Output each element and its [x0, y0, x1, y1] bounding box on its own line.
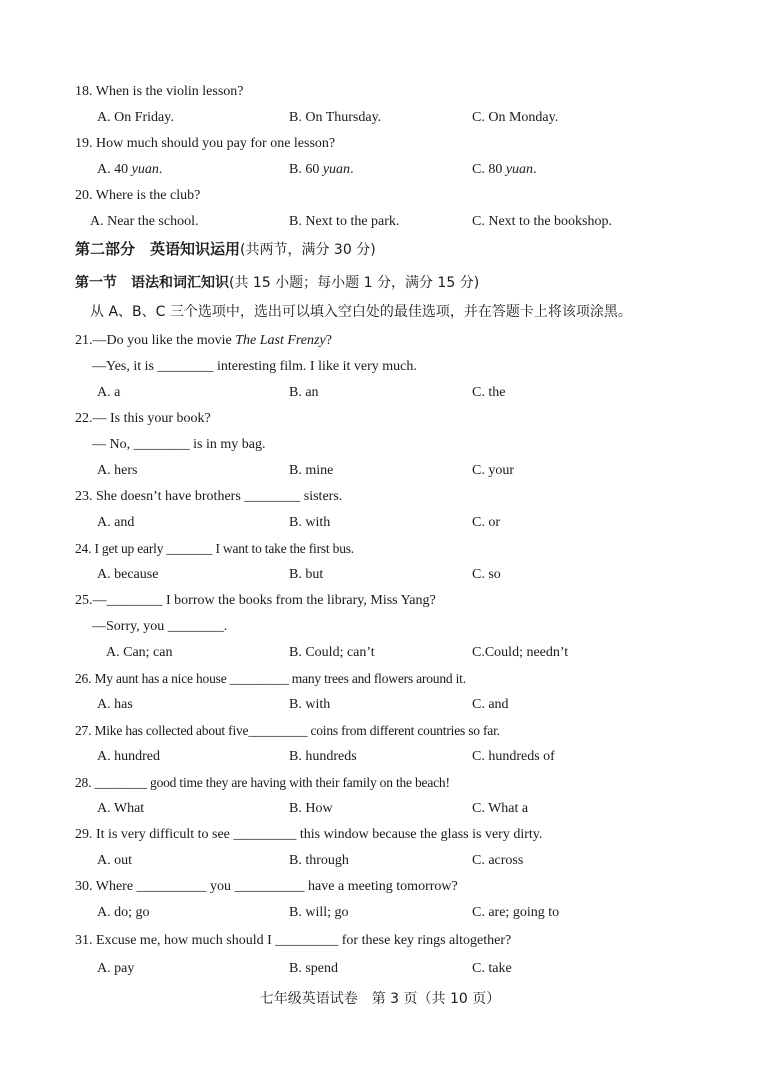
section-1-note: (共 15 小题；每小题 1 分，满分 15 分) [229, 275, 480, 291]
q28-option-c: C. What a [472, 801, 529, 816]
q30-option-c: C. are; going to [472, 905, 560, 920]
question-20-stem: 20. Where is the club? [75, 188, 201, 203]
q29-option-b: B. through [289, 853, 349, 868]
question-22-line-1: 22.— Is this your book? [75, 411, 211, 426]
q19-b-text: B. 60 [289, 162, 323, 177]
q29-option-c: C. across [472, 853, 524, 868]
q30-option-b: B. will; go [289, 905, 349, 920]
question-25-line-2: —Sorry, you ________. [92, 619, 228, 634]
q31-option-c: C. take [472, 961, 512, 976]
part-2-title: 第二部分 英语知识运用 [75, 240, 241, 258]
q19-a-unit: yuan [131, 162, 159, 177]
q19-b-unit: yuan [322, 162, 351, 177]
q24-option-c: C. so [472, 567, 501, 582]
q27-option-a: A. hundred [97, 749, 160, 764]
question-23-stem: 23. She doesn’t have brothers ________ sisters. [75, 489, 343, 504]
question-27-stem: 27. Mike has collected about five_________ coins from different countries so far. [75, 723, 500, 738]
question-25-line-1: 25.—________ I borrow the books from the library, Miss Yang? [75, 593, 436, 608]
q22-option-a: A. hers [97, 463, 138, 478]
q25-option-c: C.Could; needn’t [472, 645, 569, 660]
q25-option-a: A. Can; can [106, 645, 173, 660]
q24-option-b: B. but [289, 567, 324, 582]
q20-option-c: C. Next to the bookshop. [472, 214, 612, 229]
q24-option-a: A. because [97, 567, 159, 582]
q31-option-b: B. spend [289, 961, 338, 976]
section-1-heading [75, 272, 479, 293]
question-30-stem: 30. Where __________ you __________ have a meeting tomorrow? [75, 879, 458, 894]
q23-option-b: B. with [289, 515, 331, 530]
question-26-stem: 26. My aunt has a nice house _________ many trees and flowers around it. [75, 671, 466, 686]
q19-option-a [97, 161, 162, 179]
q19-c-unit: yuan [505, 162, 534, 177]
q18-option-c: C. On Monday. [472, 110, 559, 125]
q18-option-b: B. On Thursday. [289, 110, 382, 125]
q21-option-b: B. an [289, 385, 319, 400]
question-29-stem: 29. It is very difficult to see _________ this window because the glass is very dirty. [75, 827, 543, 842]
section-1-title: 第一节 语法和词汇知识 [75, 275, 229, 291]
question-28-stem: 28. ________ good time they are having with their family on the beach! [75, 775, 450, 790]
q25-option-b: B. Could; can’t [289, 645, 375, 660]
q26-option-b: B. with [289, 697, 331, 712]
question-21-line-2: —Yes, it is ________ interesting film. I like it very much. [92, 359, 417, 374]
q19-c-text: C. 80 [472, 162, 506, 177]
question-22-line-2: — No, ________ is in my bag. [92, 437, 266, 452]
part-2-note: (共两节，满分 30 分) [240, 242, 376, 258]
part-2-heading [75, 239, 376, 260]
q30-option-a: A. do; go [97, 905, 150, 920]
q18-option-a: A. On Friday. [97, 110, 174, 125]
question-31-stem: 31. Excuse me, how much should I _________ for these key rings altogether? [75, 933, 512, 948]
q19-option-b [289, 161, 354, 179]
q22-option-c: C. your [472, 463, 514, 478]
q20-option-b: B. Next to the park. [289, 214, 400, 229]
q19-option-c [472, 161, 537, 179]
q21-movie-title: The Last Frenzy [235, 333, 326, 348]
q21-text: 21.—Do you like the movie [75, 333, 236, 348]
q28-option-a: A. What [97, 801, 145, 816]
q21-end: ? [325, 333, 332, 348]
q22-option-b: B. mine [289, 463, 334, 478]
q19-b-end: . [350, 162, 354, 177]
q19-c-end: . [533, 162, 537, 177]
section-instructions: 从 A、B、C 三个选项中，选出可以填入空白处的最佳选项，并在答题卡上将该项涂黑。 [90, 304, 632, 320]
q27-option-c: C. hundreds of [472, 749, 555, 764]
q23-option-a: A. and [97, 515, 135, 530]
page-footer: 七年级英语试卷 第 3 页（共 10 页） [259, 991, 501, 1007]
question-21-line-1 [75, 332, 332, 350]
question-18-stem: 18. When is the violin lesson? [75, 84, 244, 99]
q26-option-a: A. has [97, 697, 133, 712]
q28-option-b: B. How [289, 801, 333, 816]
q21-option-c: C. the [472, 385, 506, 400]
q21-option-a: A. a [97, 385, 121, 400]
q19-a-end: . [158, 162, 163, 177]
q26-option-c: C. and [472, 697, 509, 712]
q19-a-text: A. 40 [97, 162, 132, 177]
q20-option-a: A. Near the school. [90, 214, 199, 229]
q23-option-c: C. or [472, 515, 500, 530]
q31-option-a: A. pay [97, 961, 135, 976]
question-24-stem: 24. I get up early _______ I want to take the first bus. [75, 541, 354, 556]
question-19-stem: 19. How much should you pay for one lesson? [75, 136, 336, 151]
q29-option-a: A. out [97, 853, 132, 868]
q27-option-b: B. hundreds [289, 749, 357, 764]
